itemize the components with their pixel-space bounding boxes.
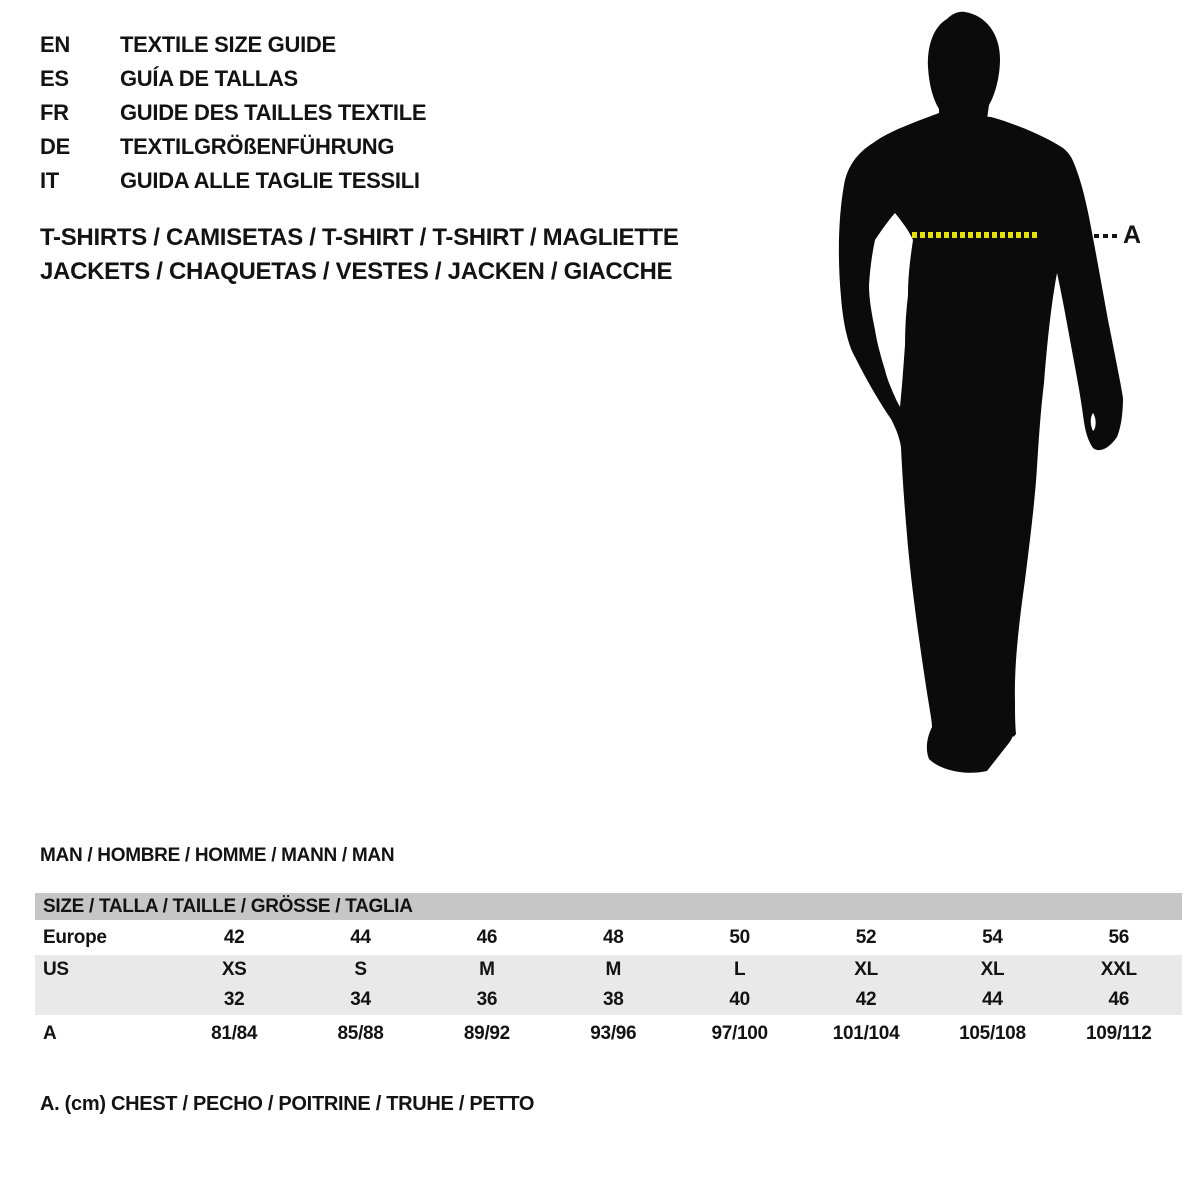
table-cell: L xyxy=(734,959,746,980)
table-cell: 38 xyxy=(603,989,624,1010)
table-cell: 89/92 xyxy=(463,1023,510,1044)
table-cell: 42 xyxy=(855,989,877,1010)
table-row xyxy=(35,985,1182,1015)
table-row xyxy=(35,920,1182,955)
category-line: JACKETS / CHAQUETAS / VESTES / JACKEN / GIACCHE xyxy=(40,258,673,285)
size-table xyxy=(35,893,1182,1053)
table-row xyxy=(35,1015,1182,1053)
table-cell: 97/100 xyxy=(711,1023,768,1044)
table-cell: 52 xyxy=(855,926,877,948)
table-cell: 36 xyxy=(476,989,498,1010)
table-row-label: A xyxy=(43,1023,57,1044)
table-cell: 48 xyxy=(603,926,624,948)
table-cell: 50 xyxy=(729,926,750,948)
table-cell: 34 xyxy=(350,989,371,1010)
table-cell: 44 xyxy=(982,989,1003,1010)
size-table-header: SIZE / TALLA / TAILLE / GRÖSSE / TAGLIA xyxy=(35,893,1182,920)
language-guide-title: GUIDA ALLE TAGLIE TESSILI xyxy=(120,168,420,193)
section-title: MAN / HOMBRE / HOMME / MANN / MAN xyxy=(40,845,395,866)
table-cell: 81/84 xyxy=(211,1023,258,1044)
table-cell: XL xyxy=(980,959,1005,980)
table-row xyxy=(35,955,1182,985)
table-cell: 101/104 xyxy=(832,1023,900,1044)
chest-measurement-dotted-line xyxy=(912,232,1039,238)
language-code: IT xyxy=(40,168,59,193)
language-code: DE xyxy=(40,134,70,159)
table-row-label: Europe xyxy=(43,926,107,948)
language-guide-title: GUIDE DES TAILLES TEXTILE xyxy=(120,100,427,125)
table-cell: M xyxy=(479,959,495,980)
table-cell: XXL xyxy=(1100,959,1137,980)
table-cell: 46 xyxy=(1108,989,1130,1010)
table-cell: M xyxy=(605,959,622,980)
language-code: EN xyxy=(40,32,70,57)
table-cell: 32 xyxy=(223,989,245,1010)
measurement-pointer-dashes xyxy=(1094,234,1121,238)
language-code: FR xyxy=(40,100,69,125)
language-code: ES xyxy=(40,66,69,91)
table-cell: 105/108 xyxy=(959,1023,1026,1044)
size-table-rows xyxy=(35,920,1182,1053)
language-guide-title: TEXTILE SIZE GUIDE xyxy=(120,32,336,57)
table-cell: 56 xyxy=(1108,926,1130,948)
table-cell: 40 xyxy=(729,989,750,1010)
table-cell: 54 xyxy=(982,926,1003,948)
table-cell: 85/88 xyxy=(337,1023,384,1044)
table-cell: 44 xyxy=(350,926,371,948)
table-cell: XS xyxy=(221,959,247,980)
table-cell: S xyxy=(354,959,367,980)
footnote: A. (cm) CHEST / PECHO / POITRINE / TRUHE / PETTO xyxy=(40,1093,535,1115)
language-guide-title: GUÍA DE TALLAS xyxy=(120,66,298,91)
table-cell: 42 xyxy=(223,926,245,948)
table-cell: XL xyxy=(854,959,878,980)
table-cell: 46 xyxy=(476,926,498,948)
language-guide-title: TEXTILGRÖßENFÜHRUNG xyxy=(120,134,395,159)
man-silhouette xyxy=(835,5,1135,795)
table-row-label: US xyxy=(43,959,69,980)
table-cell: 93/96 xyxy=(590,1023,637,1044)
measurement-label-a: A xyxy=(1123,221,1141,249)
table-cell: 109/112 xyxy=(1086,1023,1152,1044)
category-line: T-SHIRTS / CAMISETAS / T-SHIRT / T-SHIRT / MAGLIETTE xyxy=(40,224,679,251)
